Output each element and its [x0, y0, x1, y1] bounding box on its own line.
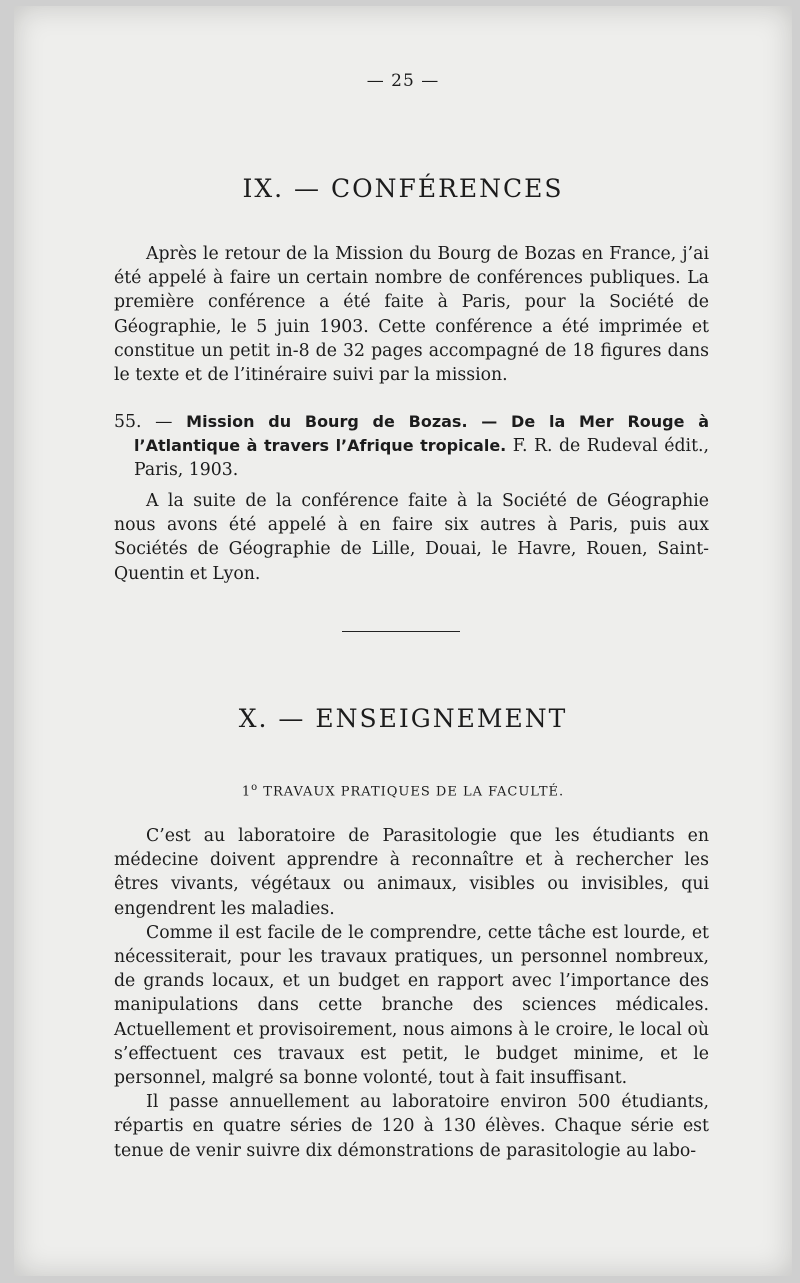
section-ix-body-2: [114, 489, 709, 586]
section-ix-body: [114, 242, 709, 387]
section-ix-title: IX. — CONFÉRENCES: [242, 174, 564, 203]
document-page: [14, 6, 792, 1276]
paragraph: Il passe annuellement au laboratoire environ 500 étudiants, répartis en quatre séries de 120 à 130 élèves. Chaque série est tenue de venir suivre dix démonstrations de parasitologie au labo-: [114, 1092, 709, 1161]
reference-title: Mission du Bourg de Bozas. — De la Mer Rouge à l’Atlantique à travers l’Afrique tropicale.: [134, 412, 710, 456]
reference-text: [114, 410, 709, 483]
section-x-body: [114, 824, 709, 1163]
paragraph: Comme il est facile de le comprendre, cette tâche est lourde, et nécessiterait, pour les travaux pratiques, un personnel nombreux, de grands locaux, et un budget en rapport avec l’importance des manipulations dans cette branche des sciences médicales. Actuellement et provisoirement, nous aimons à le croire, le local où s’effectuent ces travaux est petit, le budget minime, et le personnel, malgré sa bonne volonté, tout à fait insuffisant.: [114, 922, 709, 1089]
section-x-title: X. — ENSEIGNEMENT: [238, 704, 568, 733]
subtitle-number: 1: [241, 784, 252, 800]
paragraph: C’est au laboratoire de Parasitologie que les étudiants en médecine doivent apprendre à reconnaître et à rechercher les êtres vivants, végétaux ou animaux, visibles ou invisibles, qui engendrent les maladies.: [114, 826, 709, 919]
page-number: — 25 —: [366, 71, 440, 91]
paragraph: Après le retour de la Mission du Bourg de Bozas en France, j’ai été appelé à faire un certain nombre de conférences publiques. La première conférence a été faite à Paris, pour la Société de Géographie, le 5 juin 1903. Cette conférence a été imprimée et constitue un petit in-8 de 32 pages accompagné de 18 figures dans le texte et de l’itinéraire suivi par la mission.: [114, 244, 709, 386]
paragraph: A la suite de la conférence faite à la Société de Géographie nous avons été appelé à en faire six autres à Paris, puis aux Sociétés de Géographie de Lille, Douai, le Havre, Rouen, Saint-Quentin et Lyon.: [114, 491, 709, 584]
subtitle-text: TRAVAUX PRATIQUES DE LA FACULTÉ.: [263, 784, 565, 800]
reference-number: 55. —: [114, 412, 173, 432]
reference-entry: [114, 410, 709, 483]
section-divider: [342, 631, 460, 632]
subtitle-ordinal: o: [251, 782, 259, 793]
reference-publisher: F. R. de Rudeval édit., Paris, 1903.: [134, 436, 709, 481]
section-x-subtitle: [14, 782, 792, 799]
